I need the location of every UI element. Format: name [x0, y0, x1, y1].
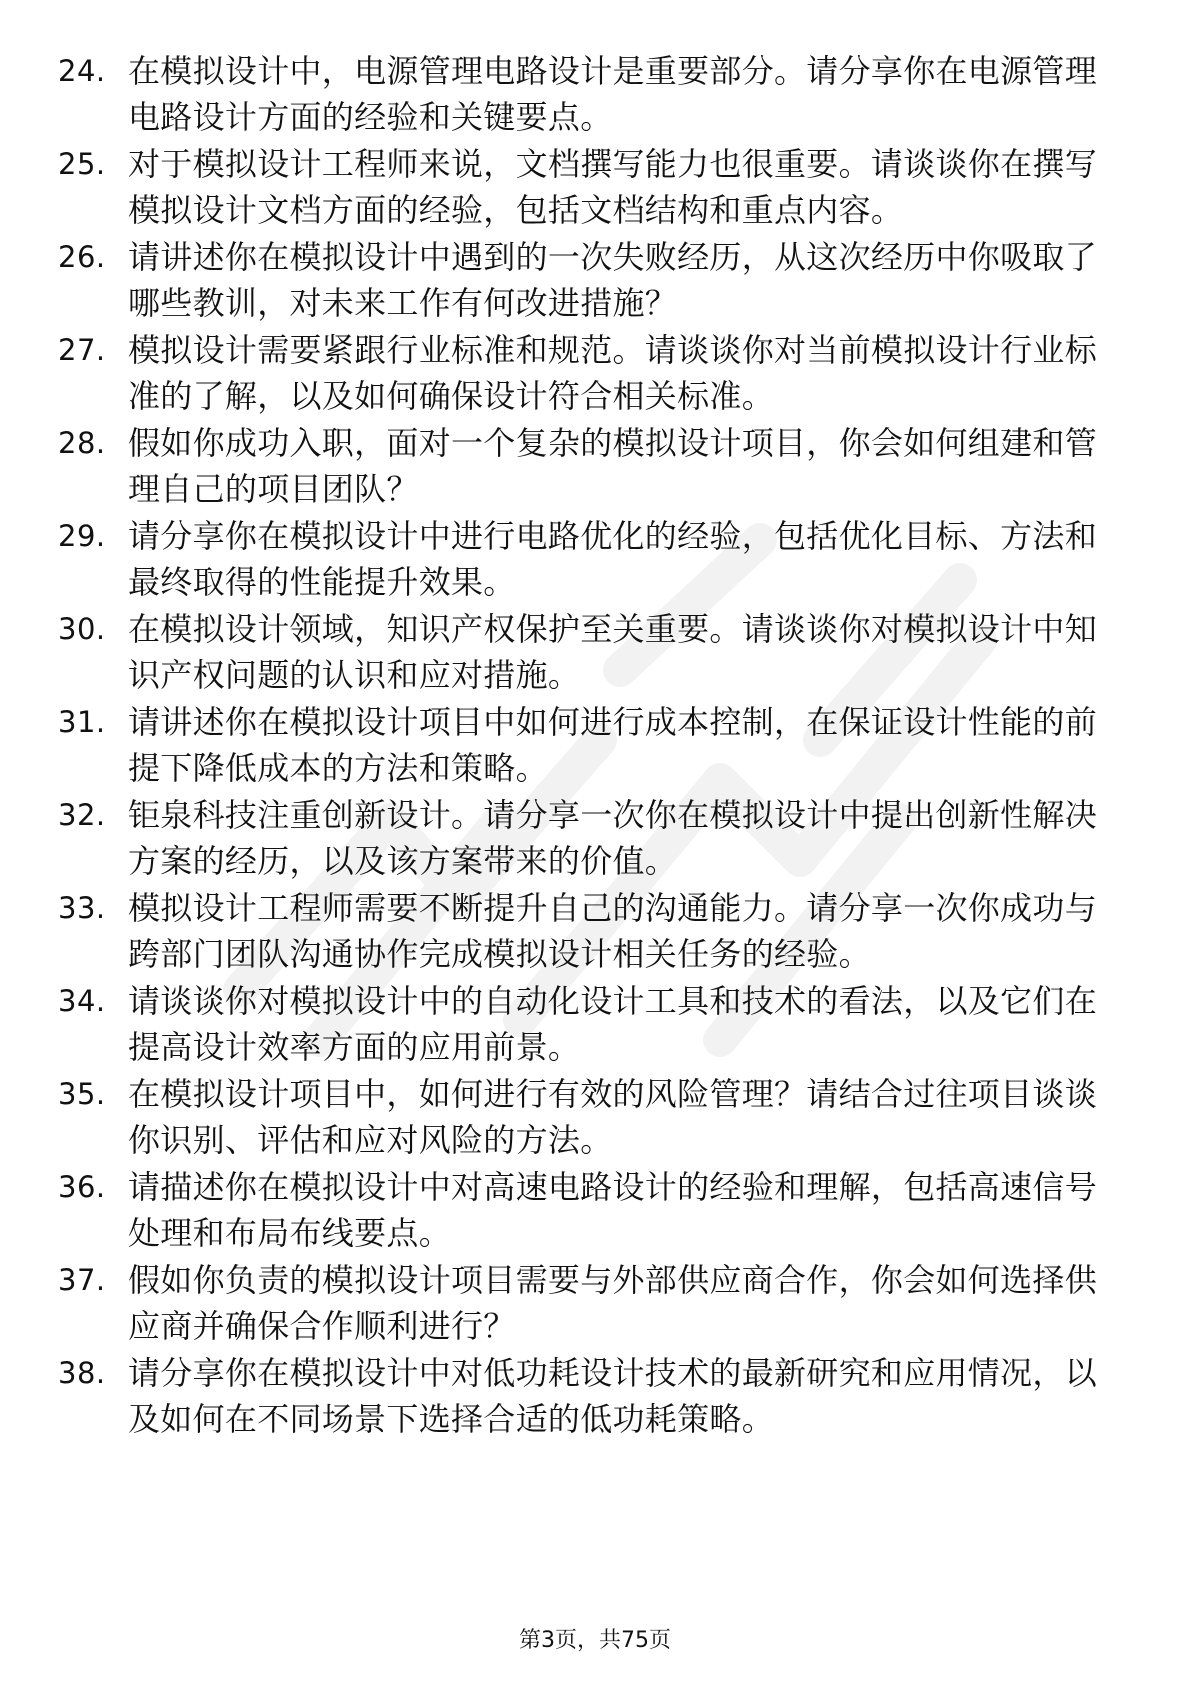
page-number-label: 第3页，共75页 — [519, 1628, 671, 1653]
question-number: 29. — [58, 519, 106, 553]
question-text: 模拟设计需要紧跟行业标准和规范。请谈谈你对当前模拟设计行业标准的了解，以及如何确保设计符合相关标准。 — [128, 331, 1098, 415]
question-text: 模拟设计工程师需要不断提升自己的沟通能力。请分享一次你成功与跨部门团队沟通协作完成模拟设计相关任务的经验。 — [128, 889, 1098, 973]
question-item — [58, 513, 1138, 606]
question-item — [58, 978, 1138, 1071]
question-item — [58, 141, 1138, 234]
question-item — [58, 885, 1138, 978]
question-item — [58, 1257, 1138, 1350]
question-item — [58, 699, 1138, 792]
question-item — [58, 606, 1138, 699]
question-text: 请讲述你在模拟设计项目中如何进行成本控制，在保证设计性能的前提下降低成本的方法和策略。 — [128, 703, 1098, 787]
question-text: 在模拟设计项目中，如何进行有效的风险管理？请结合过往项目谈谈你识别、评估和应对风险的方法。 — [128, 1075, 1098, 1159]
question-text: 请描述你在模拟设计中对高速电路设计的经验和理解，包括高速信号处理和布局布线要点。 — [128, 1168, 1098, 1252]
question-number: 25. — [58, 147, 106, 181]
question-item — [58, 792, 1138, 885]
question-item — [58, 1164, 1138, 1257]
question-item — [58, 1350, 1138, 1443]
question-number: 38. — [58, 1356, 106, 1390]
page-footer — [0, 1623, 1190, 1654]
question-number: 28. — [58, 426, 106, 460]
question-text: 请讲述你在模拟设计中遇到的一次失败经历，从这次经历中你吸取了哪些教训，对未来工作有何改进措施？ — [128, 238, 1098, 322]
question-number: 32. — [58, 798, 106, 832]
question-text: 钜泉科技注重创新设计。请分享一次你在模拟设计中提出创新性解决方案的经历，以及该方案带来的价值。 — [128, 796, 1098, 880]
question-text: 请分享你在模拟设计中进行电路优化的经验，包括优化目标、方法和最终取得的性能提升效果。 — [128, 517, 1098, 601]
question-number: 34. — [58, 984, 106, 1018]
question-text: 在模拟设计中，电源管理电路设计是重要部分。请分享你在电源管理电路设计方面的经验和关键要点。 — [128, 52, 1098, 136]
question-item — [58, 234, 1138, 327]
question-number: 24. — [58, 54, 106, 88]
question-number: 37. — [58, 1263, 106, 1297]
question-text: 请谈谈你对模拟设计中的自动化设计工具和技术的看法，以及它们在提高设计效率方面的应用前景。 — [128, 982, 1098, 1066]
question-number: 30. — [58, 612, 106, 646]
question-text: 对于模拟设计工程师来说，文档撰写能力也很重要。请谈谈你在撰写模拟设计文档方面的经验，包括文档结构和重点内容。 — [128, 145, 1098, 229]
question-text: 假如你负责的模拟设计项目需要与外部供应商合作，你会如何选择供应商并确保合作顺利进行？ — [128, 1261, 1098, 1345]
question-list — [58, 48, 1138, 1443]
question-item — [58, 1071, 1138, 1164]
question-item — [58, 48, 1138, 141]
question-text: 假如你成功入职，面对一个复杂的模拟设计项目，你会如何组建和管理自己的项目团队？ — [128, 424, 1098, 508]
question-number: 26. — [58, 240, 106, 274]
question-number: 27. — [58, 333, 106, 367]
question-item — [58, 420, 1138, 513]
question-number: 36. — [58, 1170, 106, 1204]
question-number: 31. — [58, 705, 106, 739]
question-text: 请分享你在模拟设计中对低功耗设计技术的最新研究和应用情况，以及如何在不同场景下选择合适的低功耗策略。 — [128, 1354, 1098, 1438]
question-number: 33. — [58, 891, 106, 925]
question-number: 35. — [58, 1077, 106, 1111]
question-item — [58, 327, 1138, 420]
question-text: 在模拟设计领域，知识产权保护至关重要。请谈谈你对模拟设计中知识产权问题的认识和应对措施。 — [128, 610, 1098, 694]
